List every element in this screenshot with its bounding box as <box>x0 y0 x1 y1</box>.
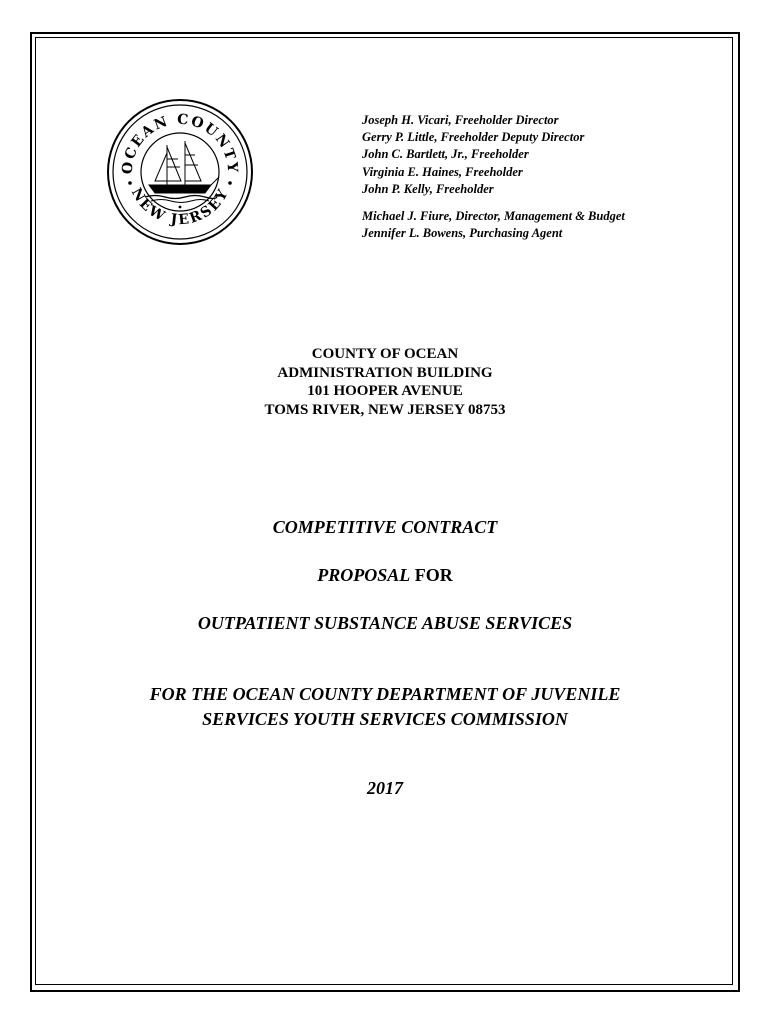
seal-top-text: OCEAN COUNTY <box>119 111 241 175</box>
address-line: 101 HOOPER AVENUE <box>307 383 463 399</box>
address-line: ADMINISTRATION BUILDING <box>277 364 493 381</box>
seal-dot-bottom <box>179 206 182 209</box>
service-title: OUTPATIENT SUBSTANCE ABUSE SERVICES <box>197 613 573 633</box>
staff-line: Jennifer L. Bowens, Purchasing Agent <box>362 226 563 241</box>
address-line: COUNTY OF OCEAN <box>311 346 459 362</box>
freeholder-line: John P. Kelly, Freeholder <box>362 181 494 196</box>
address-line: TOMS RIVER, NEW JERSEY 08753 <box>264 401 506 418</box>
ocean-county-seal <box>105 97 255 247</box>
for-word: FOR <box>414 565 453 585</box>
proposal-word: PROPOSAL <box>317 565 411 585</box>
proposal-heading <box>0 565 770 586</box>
freeholder-line: Joseph H. Vicari, Freeholder Director <box>362 113 559 127</box>
department-line: SERVICES YOUTH SERVICES COMMISSION <box>202 709 568 729</box>
seal-bottom-text: NEW JERSEY <box>127 185 233 229</box>
seal-dot-left <box>128 181 132 185</box>
officials-list <box>362 112 732 242</box>
contract-type: COMPETITIVE CONTRACT <box>272 517 498 537</box>
freeholder-line: Gerry P. Little, Freeholder Deputy Director <box>362 130 585 145</box>
department-heading <box>0 682 770 732</box>
staff-line: Michael J. Fiure, Director, Management & Budget <box>362 209 625 224</box>
sailing-ship-icon <box>145 141 219 203</box>
freeholder-line: Virginia E. Haines, Freeholder <box>362 164 523 179</box>
department-line: FOR THE OCEAN COUNTY DEPARTMENT OF JUVENILE <box>149 684 621 704</box>
proposal-year: 2017 <box>367 778 403 798</box>
seal-dot-right <box>228 181 232 185</box>
freeholder-line: John C. Bartlett, Jr., Freeholder <box>362 147 529 162</box>
county-address <box>0 345 770 419</box>
